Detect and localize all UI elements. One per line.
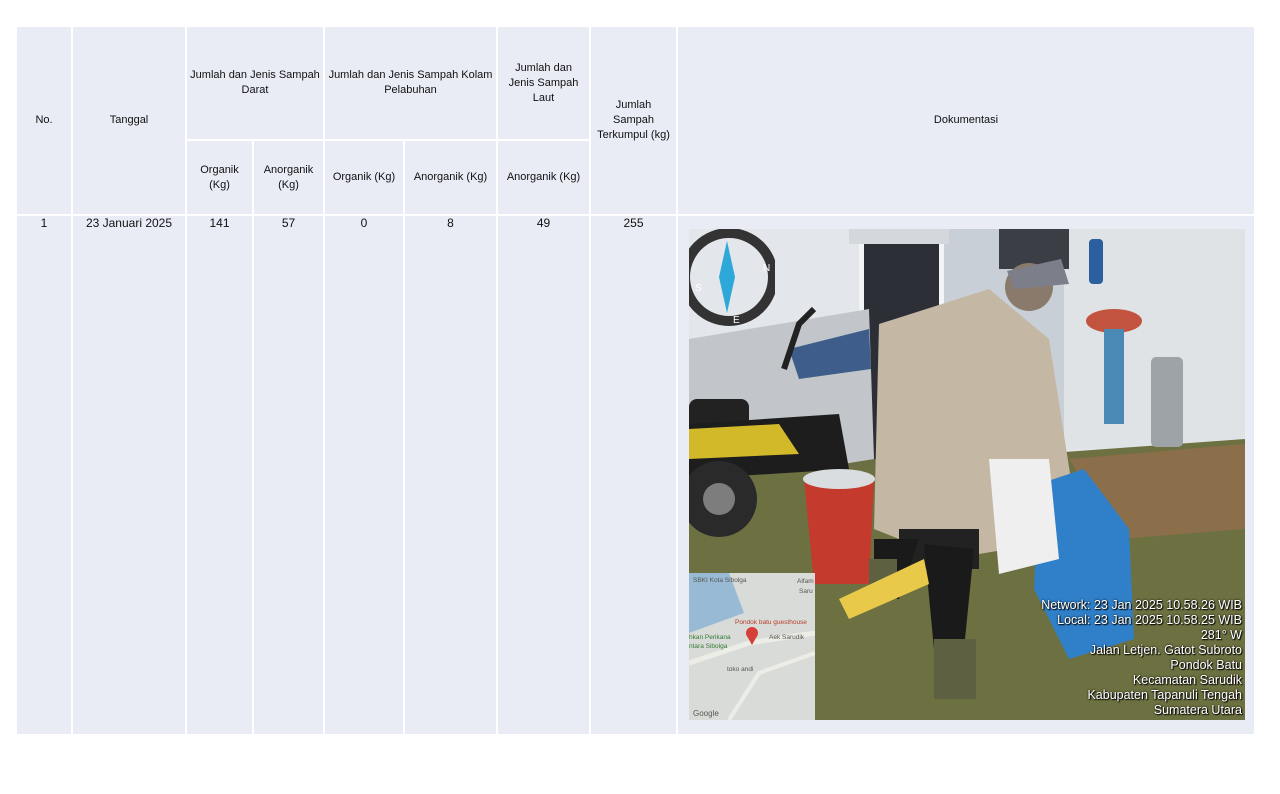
header-tanggal: Tanggal: [72, 26, 186, 215]
cell-kolam-organik: 0: [324, 215, 404, 735]
compass-e-label: E: [733, 315, 740, 326]
cell-dokumentasi: [677, 215, 1255, 735]
cell-jumlah-terkumpul: 255: [590, 215, 677, 735]
map-label-toko-andi: toko andi: [727, 666, 754, 673]
google-logo: Google: [693, 709, 719, 718]
table-row: [16, 215, 1255, 735]
waste-report-table: [15, 25, 1256, 736]
header-sampah-kolam-pelabuhan: Jumlah dan Jenis Sampah Kolam Pelabuhan: [324, 26, 497, 140]
header-kolam-anorganik: Anorganik (Kg): [404, 140, 497, 215]
compass-n-label: N: [763, 263, 771, 274]
header-no: No.: [16, 26, 72, 215]
address-line-4: Kabupaten Tapanuli Tengah: [1087, 688, 1242, 702]
address-line-3: Kecamatan Sarudik: [1132, 673, 1242, 687]
map-label-saru: Saru: [799, 588, 813, 595]
map-label-sbki: SBKI Kota Sibolga: [693, 577, 747, 584]
timestamp-overlay: [1041, 598, 1242, 718]
documentation-photo: [689, 229, 1245, 720]
map-label-alfam: Alfam: [797, 578, 814, 585]
header-darat-anorganik: Anorganik (Kg): [253, 140, 324, 215]
cell-darat-organik: 141: [186, 215, 253, 735]
local-time: Local: 23 Jan 2025 10.58.25 WIB: [1057, 613, 1242, 627]
cell-no: 1: [16, 215, 72, 735]
map-label-guesthouse: Pondok batu guesthouse: [735, 619, 807, 626]
header-dokumentasi: Dokumentasi: [677, 26, 1255, 215]
header-kolam-organik: Organik (Kg): [324, 140, 404, 215]
map-label-perikanan: hkan Perikana: [689, 634, 731, 641]
address-line-2: Pondok Batu: [1170, 658, 1242, 672]
header-darat-organik: Organik (Kg): [186, 140, 253, 215]
compass-icon: [689, 229, 775, 329]
bearing: 281° W: [1200, 628, 1242, 642]
header-laut-anorganik: Anorganik (Kg): [497, 140, 590, 215]
compass-s-label: S: [695, 283, 702, 294]
header-jumlah-terkumpul: Jumlah Sampah Terkumpul (kg): [590, 26, 677, 215]
address-line-5: Sumatera Utara: [1153, 703, 1242, 717]
network-time: Network: 23 Jan 2025 10.58.26 WIB: [1041, 598, 1242, 612]
map-inset: [689, 573, 815, 720]
cell-kolam-anorganik: 8: [404, 215, 497, 735]
address-line-1: Jalan Letjen. Gatot Subroto: [1089, 643, 1242, 657]
map-label-aek-sarudik: Aek Sarudik: [769, 634, 805, 641]
header-sampah-laut: Jumlah dan Jenis Sampah Laut: [497, 26, 590, 140]
cell-darat-anorganik: 57: [253, 215, 324, 735]
map-label-sibolga: ntara Sibolga: [689, 643, 728, 650]
cell-laut-anorganik: 49: [497, 215, 590, 735]
cell-tanggal: 23 Januari 2025: [72, 215, 186, 735]
header-sampah-darat: Jumlah dan Jenis Sampah Darat: [186, 26, 324, 140]
